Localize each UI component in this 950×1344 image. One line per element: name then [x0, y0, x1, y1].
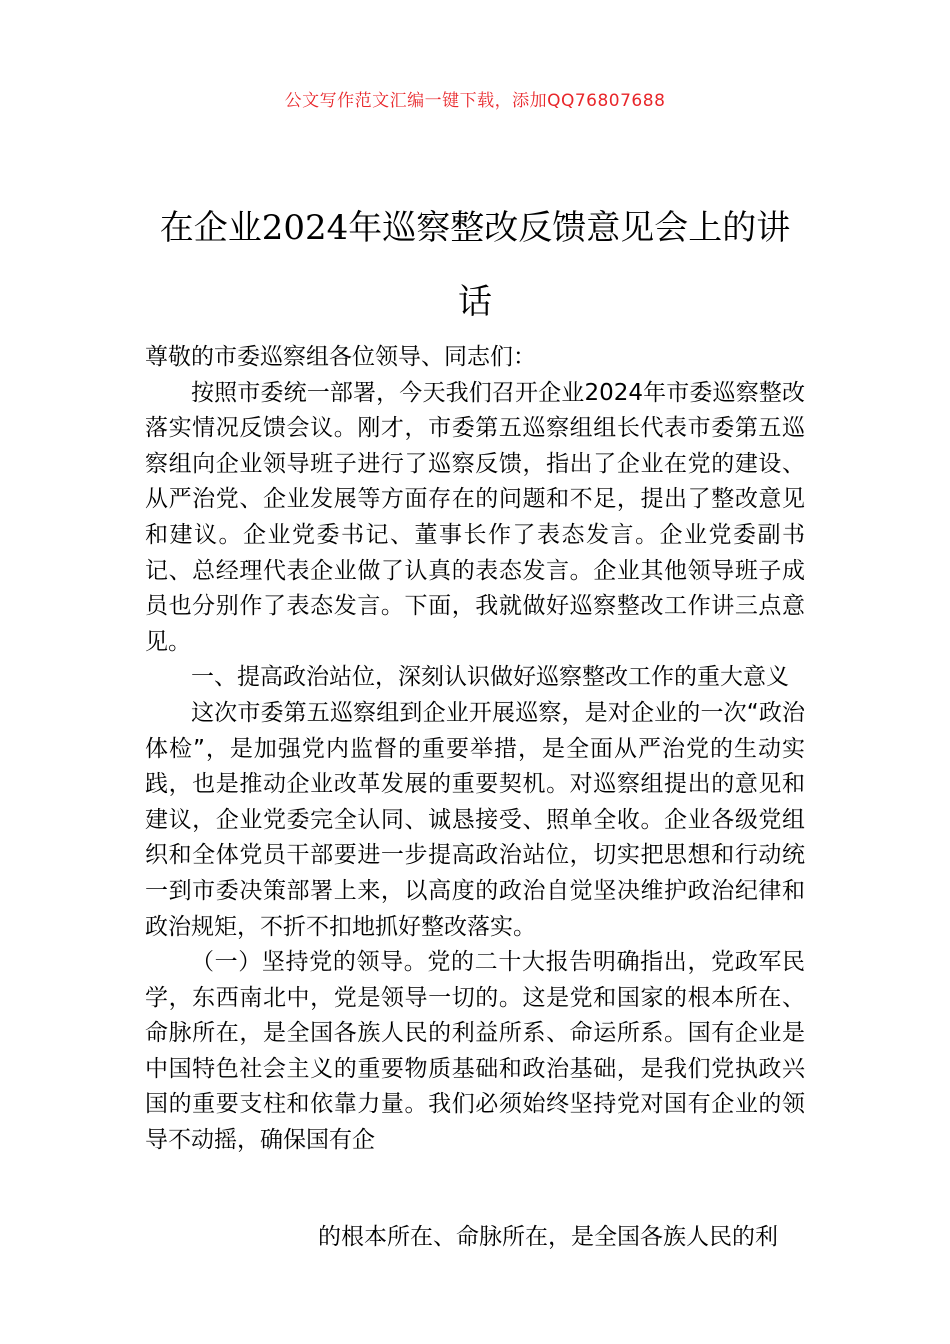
overflow-text-fragment: 的根本所在、命脉所在，是全国各族人民的利 — [318, 1224, 778, 1250]
document-title: 在企业2024年巡察整改反馈意见会上的讲话 — [159, 207, 791, 322]
paragraph-subsection-1: （一）坚持党的领导。党的二十大报告明确指出，党政军民学，东西南北中，党是领导一切的。这是党和国家的根本所在、命脉所在，是全国各族人民的利益所系、命运所系。国有企业是中国特色社会主义的重要物质基础和政治基础，是我们党执政兴国的重要支柱和依靠力量。我们必须始终坚持党对国有企业的领导不动摇，确保国有企 — [145, 949, 805, 1154]
paragraph-intro: 按照市委统一部署，今天我们召开企业2024年市委巡察整改落实情况反馈会议。刚才，市委第五巡察组组长代表市委第五巡察组向企业领导班子进行了巡察反馈，指出了企业在党的建设、从严治党、企业发展等方面存在的问题和不足，提出了整改意见和建议。企业党委书记、董事长作了表态发言。企业党委副书记、总经理代表企业做了认真的表态发言。企业其他领导班子成员也分别作了表态发言。下面，我就做好巡察整改工作讲三点意见。 — [145, 379, 805, 655]
paragraph-section-1: 这次市委第五巡察组到企业开展巡察，是对企业的一次“政治体检”，是加强党内监督的重要举措，是全面从严治党的生动实践，也是推动企业改革发展的重要契机。对巡察组提出的意见和建议，企业党委完全认同、诚恳接受、照单全收。企业各级党组织和全体党员干部要进一步提高政治站位，切实把思想和行动统一到市委决策部署上来，以高度的政治自觉坚决维护政治纪律和政治规矩，不折不扣地抓好整改落实。 — [145, 699, 805, 940]
section-heading-1: 一、提高政治站位，深刻认识做好巡察整改工作的重大意义 — [191, 664, 789, 691]
download-promo-note: 公文写作范文汇编一键下载，添加QQ76807688 — [284, 91, 666, 111]
document-body — [145, 340, 805, 1159]
salutation: 尊敬的市委巡察组各位领导、同志们： — [145, 344, 536, 370]
